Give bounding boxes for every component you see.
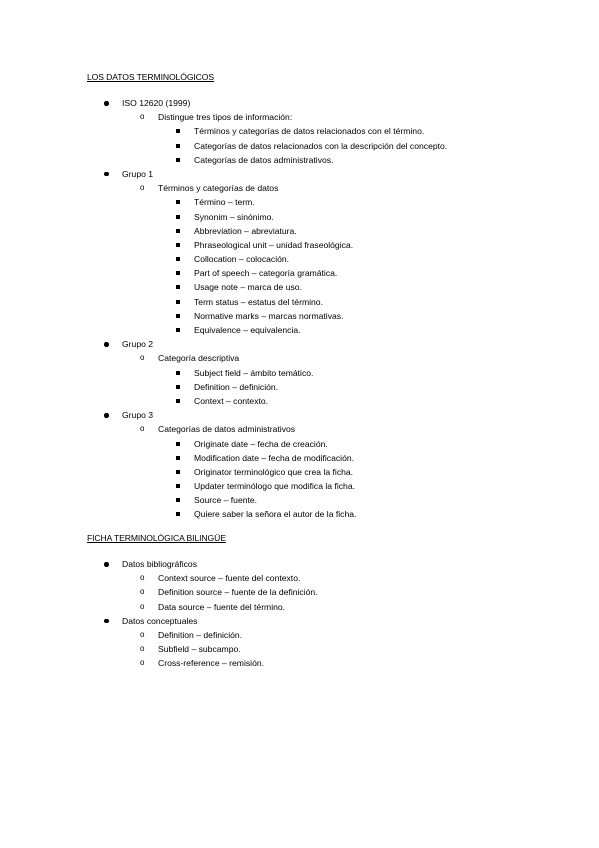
list-item-text: Normative marks – marcas normativas. [0, 309, 447, 323]
list-item-text: o Definition – definición. [0, 628, 318, 642]
list-item-text: Usage note – marca de uso. [0, 280, 447, 294]
list-item-level-3 [0, 380, 447, 394]
list-item-text: Categorías de datos administrativos. [0, 153, 447, 167]
list-item-level-2 [0, 628, 318, 642]
list-item-level-3 [0, 224, 447, 238]
section-heading-datos-terminologicos: LOS DATOS TERMINOLÓGICOS [87, 72, 215, 82]
list-item-level-3 [0, 366, 447, 380]
list-item-text: Originator terminológico que crea la ficha. [0, 465, 447, 479]
list-item-text: Abbreviation – abreviatura. [0, 224, 447, 238]
list-item-text: o Data source – fuente del término. [0, 600, 318, 614]
list-item-text: Context – contexto. [0, 394, 447, 408]
list-item-level-3 [0, 394, 447, 408]
list-item-level-3 [0, 465, 447, 479]
list-item-level-3 [0, 507, 447, 521]
list-item-text: Part of speech – categoría gramática. [0, 266, 447, 280]
list-item-text: Quiere saber la señora el autor de la ficha. [0, 507, 447, 521]
outline-list-ficha-terminologica [0, 557, 318, 671]
list-item-text: Modification date – fecha de modificación. [0, 451, 447, 465]
outline-list-datos-terminologicos [0, 96, 447, 522]
list-item-text: Updater terminólogo que modifica la ficha. [0, 479, 447, 493]
list-item-level-3 [0, 280, 447, 294]
list-item-text: Term status – estatus del término. [0, 295, 447, 309]
list-item-level-3 [0, 479, 447, 493]
list-item-level-2 [0, 422, 447, 436]
list-item-level-1 [0, 614, 318, 628]
list-item-text: o Categoría descriptiva [0, 351, 447, 365]
list-item-text: Grupo 3 [0, 408, 447, 422]
list-item-text: Grupo 2 [0, 337, 447, 351]
list-item-level-3 [0, 451, 447, 465]
list-item-level-3 [0, 238, 447, 252]
list-item-level-3 [0, 266, 447, 280]
list-item-text: Términos y categorías de datos relacionados con el término. [0, 124, 447, 138]
list-item-level-3 [0, 124, 447, 138]
list-item-text: Subject field – ámbito temático. [0, 366, 447, 380]
list-item-level-3 [0, 323, 447, 337]
list-item-text: o Términos y categorías de datos [0, 181, 447, 195]
list-item-level-2 [0, 585, 318, 599]
list-item-text: ISO 12620 (1999) [0, 96, 447, 110]
list-item-text: o Definition source – fuente de la definición. [0, 585, 318, 599]
list-item-text: Datos conceptuales [0, 614, 318, 628]
list-item-level-3 [0, 252, 447, 266]
list-item-text: Originate date – fecha de creación. [0, 437, 447, 451]
list-item-level-2 [0, 642, 318, 656]
list-item-text: o Categorías de datos administrativos [0, 422, 447, 436]
list-item-text: Source – fuente. [0, 493, 447, 507]
list-item-level-1 [0, 408, 447, 422]
list-item-text: o Context source – fuente del contexto. [0, 571, 318, 585]
list-item-level-3 [0, 153, 447, 167]
list-item-level-3 [0, 139, 447, 153]
list-item-level-2 [0, 351, 447, 365]
list-item-text: Synonim – sinónimo. [0, 210, 447, 224]
list-item-text: Término – term. [0, 195, 447, 209]
list-item-level-3 [0, 195, 447, 209]
list-item-level-3 [0, 210, 447, 224]
list-item-text: Categorías de datos relacionados con la descripción del concepto. [0, 139, 447, 153]
list-item-level-2 [0, 181, 447, 195]
list-item-level-3 [0, 493, 447, 507]
list-item-text: o Subfield – subcampo. [0, 642, 318, 656]
list-item-level-2 [0, 600, 318, 614]
list-item-text: Phraseological unit – unidad fraseológica. [0, 238, 447, 252]
list-item-text: o Cross-reference – remisión. [0, 656, 318, 670]
section-heading-ficha-terminologica: FICHA TERMINOLÓGICA BILINGÜE [87, 533, 226, 543]
list-item-level-3 [0, 309, 447, 323]
list-item-level-1 [0, 557, 318, 571]
list-item-level-1 [0, 96, 447, 110]
list-item-level-1 [0, 337, 447, 351]
list-item-text: Collocation – colocación. [0, 252, 447, 266]
list-item-text: Grupo 1 [0, 167, 447, 181]
list-item-text: Equivalence – equivalencia. [0, 323, 447, 337]
list-item-text: o Distingue tres tipos de información: [0, 110, 447, 124]
list-item-level-2 [0, 571, 318, 585]
list-item-level-3 [0, 295, 447, 309]
list-item-text: Definition – definición. [0, 380, 447, 394]
list-item-level-3 [0, 437, 447, 451]
list-item-level-1 [0, 167, 447, 181]
list-item-level-2 [0, 656, 318, 670]
list-item-text: Datos bibliográficos [0, 557, 318, 571]
list-item-level-2 [0, 110, 447, 124]
